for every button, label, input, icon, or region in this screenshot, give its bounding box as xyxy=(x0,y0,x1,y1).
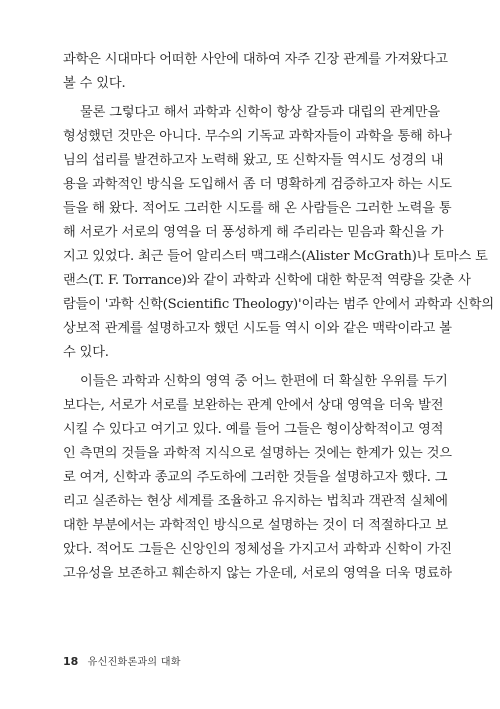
body-line: 이들은 과학과 신학의 영역 중 어느 한편에 더 확실한 우위를 두기 xyxy=(80,374,448,389)
body-line: 님의 섭리를 발견하고자 노력해 왔고, 또 신학자들 역시도 성경의 내 xyxy=(63,153,444,168)
body-line: 리고 실존하는 현상 세계를 조율하고 유지하는 법칙과 객관적 실체에 xyxy=(63,494,448,509)
body-line: 람들이 '과학 신학(Scientific Theology)'이라는 범주 안에서 과학과 신학의 xyxy=(63,297,494,312)
body-line: 볼 수 있다. xyxy=(63,76,126,91)
body-line: 인 측면의 것들을 과학적 지식으로 설명하는 것에는 한계가 있는 것으 xyxy=(63,446,452,461)
body-line: 지고 있었다. 최근 들어 알리스터 맥그래스(Alister McGrath)나 토마스 토 xyxy=(63,249,488,264)
page-number: 18 xyxy=(63,655,79,668)
running-title: 유신진화론과의 대화 xyxy=(87,657,181,668)
body-line: 로 여겨, 신학과 종교의 주도하에 그러한 것들을 설명하고자 했다. 그 xyxy=(63,470,448,485)
body-line: 과학은 시대마다 어떠한 사안에 대하여 자주 긴장 관계를 가져왔다고 xyxy=(63,52,448,67)
body-line: 형성했던 것만은 아니다. 무수의 기독교 과학자들이 과학을 통해 하나 xyxy=(63,129,452,144)
body-line: 물론 그렇다고 해서 과학과 신학이 항상 갈등과 대립의 관계만을 xyxy=(80,105,440,120)
body-line: 시킬 수 있다고 여기고 있다. 예를 들어 그들은 형이상학적이고 영적 xyxy=(63,422,444,437)
body-line: 랜스(T. F. Torrance)와 같이 과학과 신학에 대한 학문적 역량을 갖춘 사 xyxy=(63,273,471,288)
page-footer xyxy=(63,654,181,670)
body-line: 고유성을 보존하고 훼손하지 않는 가운데, 서로의 영역을 더욱 명료하 xyxy=(63,566,452,581)
body-line: 대한 부분에서는 과학적인 방식으로 설명하는 것이 더 적절하다고 보 xyxy=(63,518,448,533)
body-line: 들을 해 왔다. 적어도 그러한 시도를 해 온 사람들은 그러한 노력을 통 xyxy=(63,201,452,216)
body-line: 수 있다. xyxy=(63,345,109,360)
body-line: 해 서로가 서로의 영역을 더 풍성하게 해 주리라는 믿음과 확신을 가 xyxy=(63,225,444,240)
body-line: 상보적 관계를 설명하고자 했던 시도들 역시 이와 같은 맥락이라고 볼 xyxy=(63,321,452,336)
body-line: 용을 과학적인 방식을 도입해서 좀 더 명확하게 검증하고자 하는 시도 xyxy=(63,177,452,192)
body-line: 았다. 적어도 그들은 신앙인의 정체성을 가지고서 과학과 신학이 가진 xyxy=(63,542,452,557)
body-line: 보다는, 서로가 서로를 보완하는 관계 안에서 상대 영역을 더욱 발전 xyxy=(63,398,444,413)
